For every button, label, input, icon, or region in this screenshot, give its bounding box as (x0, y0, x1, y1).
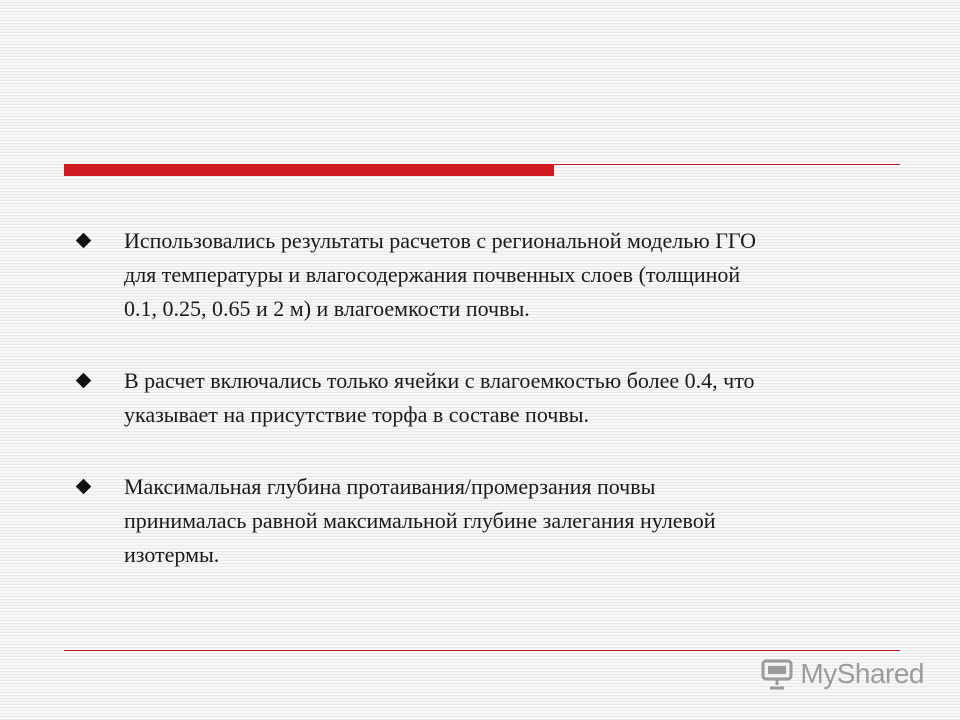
diamond-bullet-icon (76, 233, 92, 249)
bullet-item (72, 470, 872, 572)
bullet-line: Использовались результаты расчетов с региональной моделью ГГО (124, 228, 756, 253)
bullet-line: принималась равной максимальной глубине залегания нулевой (124, 508, 716, 533)
header-rule-thick (64, 165, 554, 176)
projector-icon (760, 657, 794, 691)
diamond-bullet-icon (76, 373, 92, 389)
watermark-text: MyShared (800, 658, 924, 689)
bullet-line: изотермы. (124, 542, 220, 567)
watermark (760, 654, 924, 694)
bullet-list (72, 224, 872, 572)
bullet-line: Максимальная глубина протаивания/промерзания почвы (124, 474, 656, 499)
diamond-bullet-icon (76, 479, 92, 495)
bullet-line: указывает на присутствие торфа в составе почвы. (124, 402, 589, 427)
bullet-line: для температуры и влагосодержания почвенных слоев (толщиной (124, 262, 741, 287)
bullet-line: 0.1, 0.25, 0.65 и 2 м) и влагоемкости почвы. (124, 296, 530, 321)
footer-rule (64, 650, 900, 651)
bullet-item (72, 224, 872, 326)
bullet-line: В расчет включались только ячейки с влагоемкостью более 0.4, что (124, 368, 755, 393)
bullet-item (72, 364, 872, 432)
